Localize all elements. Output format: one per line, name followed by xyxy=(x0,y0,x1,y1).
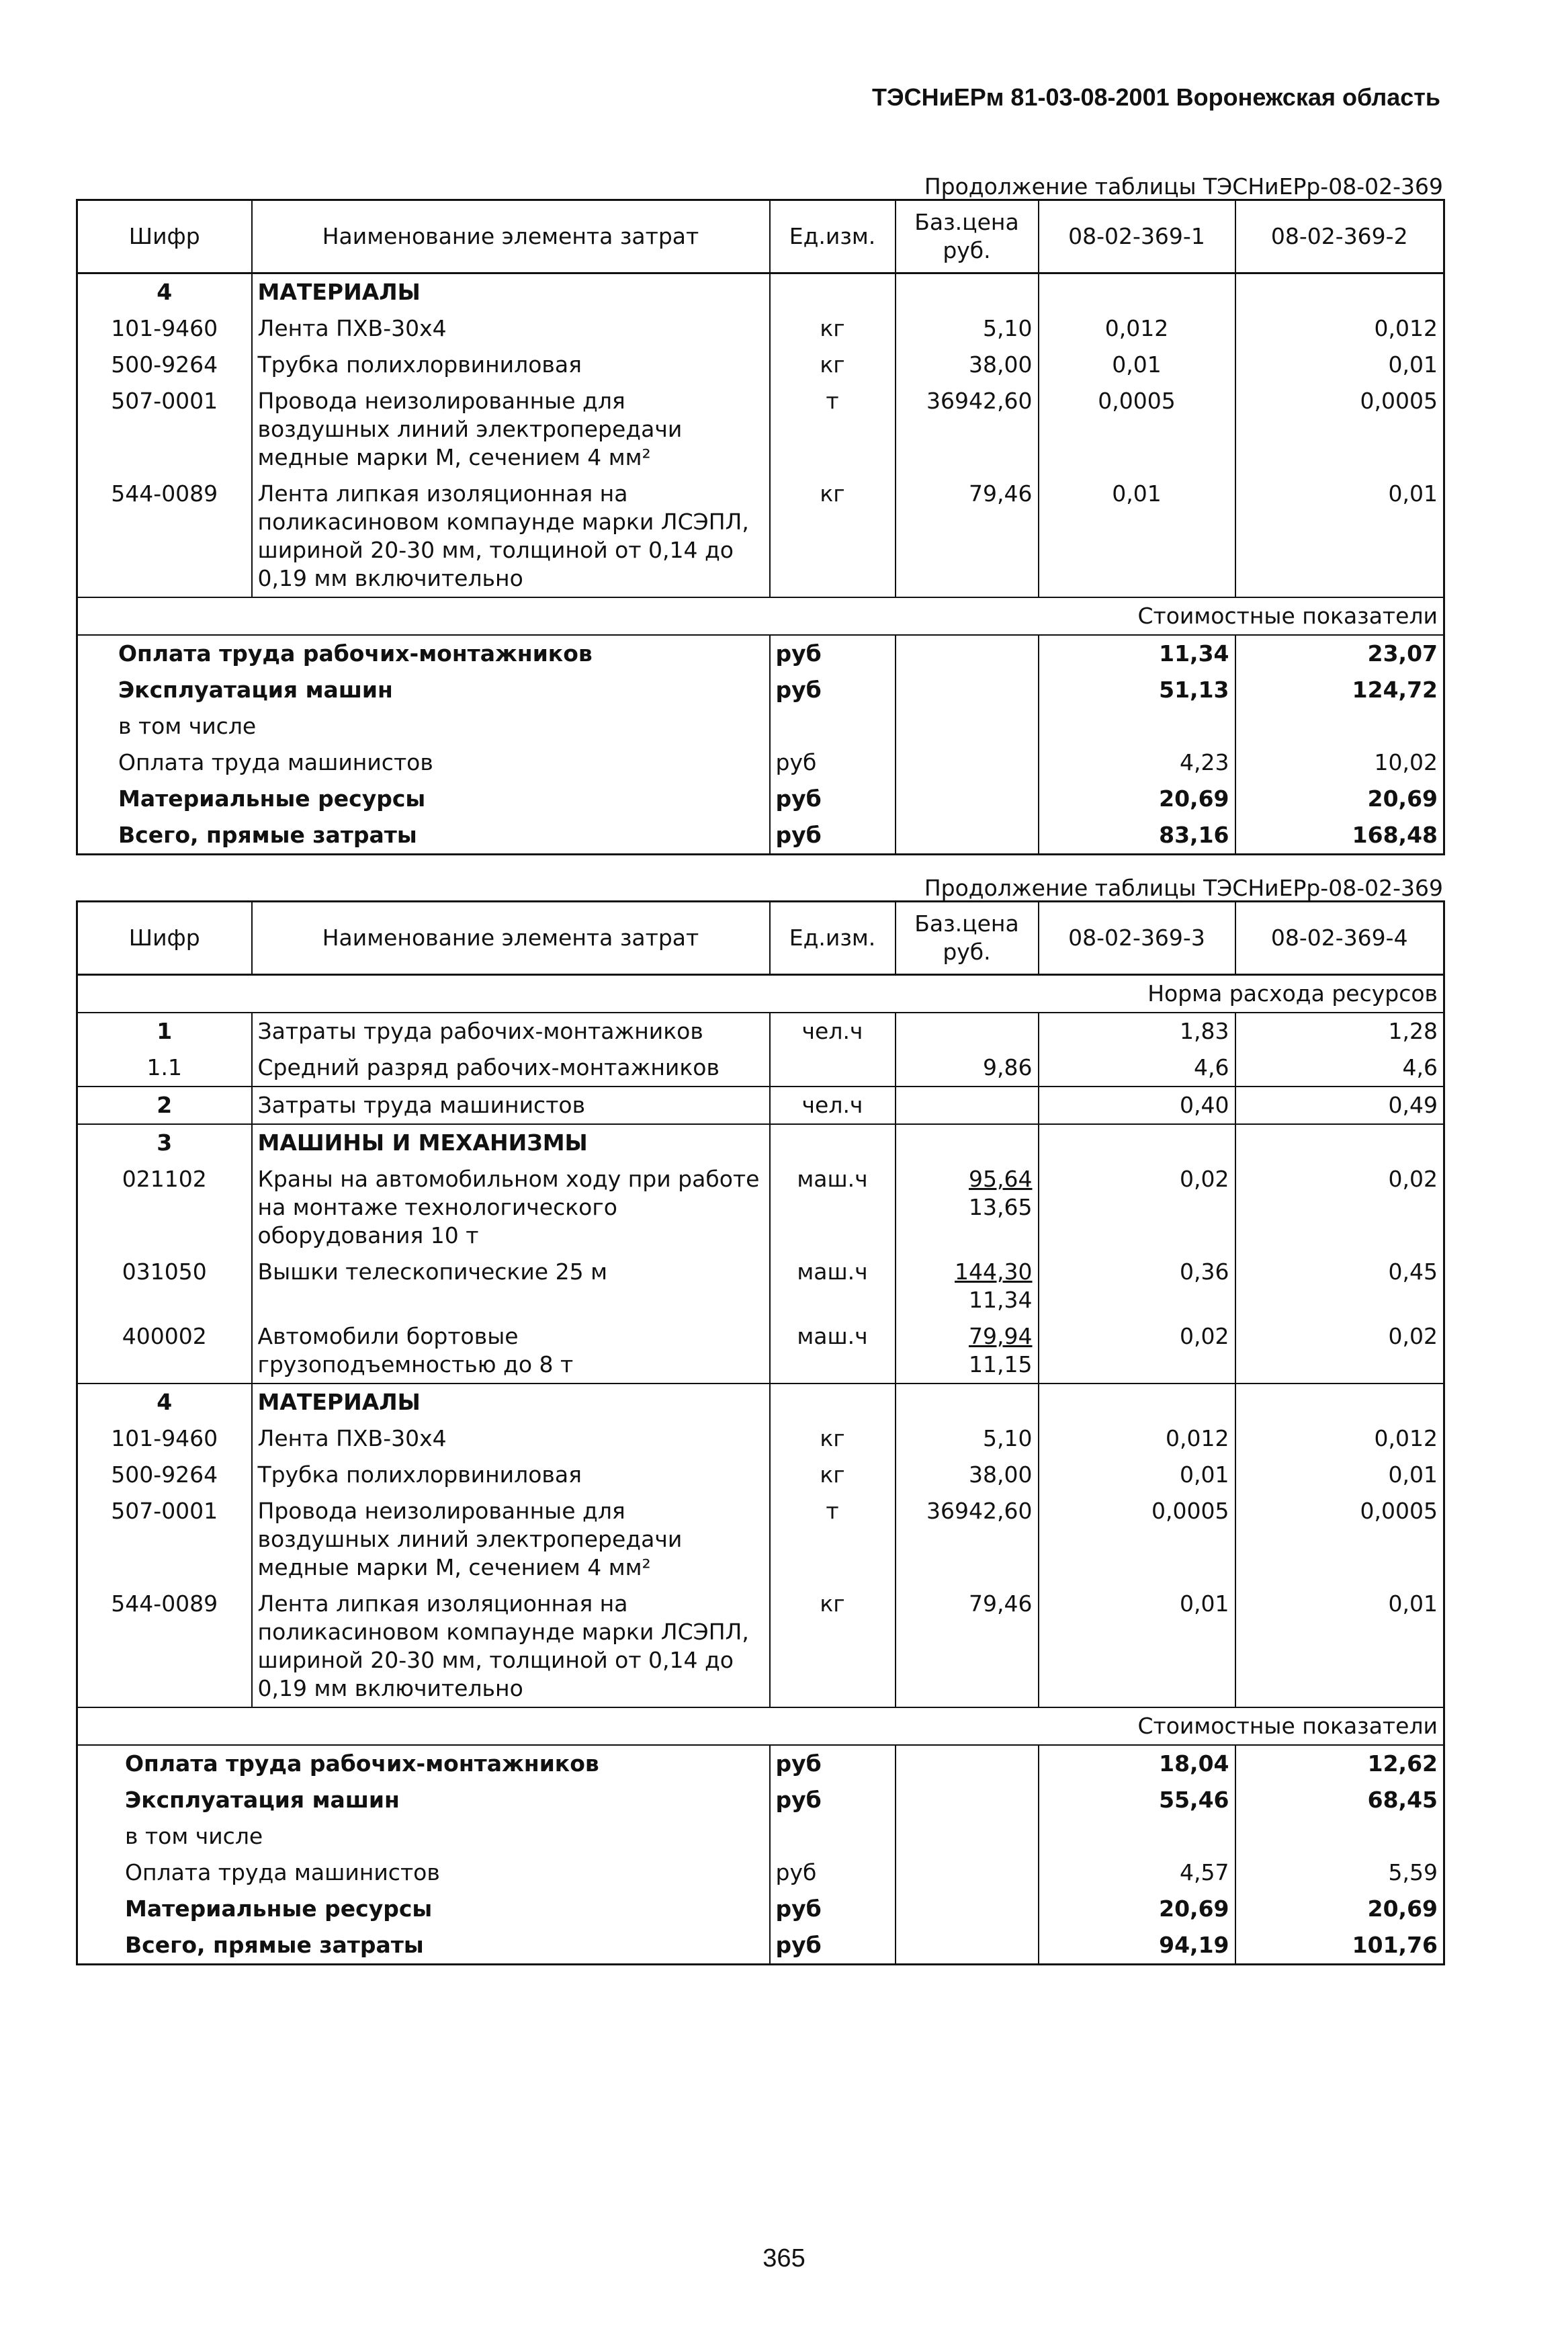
total-row xyxy=(77,781,1444,817)
row-value-1: 0,01 xyxy=(1039,476,1235,597)
labor-row xyxy=(77,1013,1444,1050)
machine-row xyxy=(77,1161,1444,1254)
total-unit: руб xyxy=(770,817,896,855)
column-header-name: Наименование элемента затрат xyxy=(252,200,770,273)
row-value-2: 0,49 xyxy=(1235,1087,1444,1124)
column-header-price: Баз.цена руб. xyxy=(896,902,1039,975)
price-base: 95,64 xyxy=(969,1166,1033,1192)
row-value-1: 0,02 xyxy=(1039,1318,1235,1384)
row-value-2: 0,01 xyxy=(1235,1457,1444,1493)
total-row xyxy=(77,1855,1444,1891)
section-title: МАТЕРИАЛЫ xyxy=(252,273,770,311)
total-row xyxy=(77,1891,1444,1927)
total-label: Оплата труда машинистов xyxy=(125,1859,440,1885)
table-row xyxy=(77,1457,1444,1493)
machine-row xyxy=(77,1254,1444,1318)
total-value-1: 20,69 xyxy=(1039,1891,1235,1927)
total-row xyxy=(77,672,1444,708)
total-value-1: 11,34 xyxy=(1039,635,1235,672)
total-value-1: 20,69 xyxy=(1039,781,1235,817)
cost-indicators-row xyxy=(77,1707,1444,1745)
row-name: Лента ПХВ-30х4 xyxy=(252,310,770,347)
cost-indicators-label: Стоимостные показатели xyxy=(77,1707,1444,1745)
row-price xyxy=(896,1013,1039,1050)
total-label: в том числе xyxy=(118,713,257,739)
row-name: Лента липкая изоляционная на поликасиновом компаунде марки ЛСЭПЛ, шириной 20-30 мм, толщиной от 0,14 до 0,19 мм включительно xyxy=(252,476,770,597)
total-label: Оплата труда рабочих-монтажников xyxy=(125,1750,599,1777)
norm-label: Норма расхода ресурсов xyxy=(77,975,1444,1013)
row-value-2: 0,02 xyxy=(1235,1318,1444,1384)
row-price: 5,10 xyxy=(896,1420,1039,1457)
section-row-machines xyxy=(77,1124,1444,1161)
total-label: Эксплуатация машин xyxy=(118,677,393,703)
row-code: 1.1 xyxy=(146,1054,182,1080)
row-code: 544-0089 xyxy=(111,1590,218,1617)
table-row xyxy=(77,1420,1444,1457)
row-code: 500-9264 xyxy=(111,1461,218,1488)
table1 xyxy=(76,199,1445,855)
total-unit: руб xyxy=(770,745,896,781)
row-name: Краны на автомобильном ходу при работе на монтаже технологического оборудования 10 т xyxy=(252,1161,770,1254)
row-price: 5,10 xyxy=(896,310,1039,347)
section-code: 4 xyxy=(157,279,173,305)
row-name: Автомобили бортовые грузоподъемностью до 8 т xyxy=(252,1318,770,1384)
row-price: 79,46 xyxy=(896,476,1039,597)
row-name: Лента липкая изоляционная на поликасиновом компаунде марки ЛСЭПЛ, шириной 20-30 мм, толщиной от 0,14 до 0,19 мм включительно xyxy=(252,1586,770,1707)
column-header-norm-2: 08-02-369-2 xyxy=(1235,200,1444,273)
row-unit: кг xyxy=(770,310,896,347)
row-unit: т xyxy=(770,383,896,476)
total-value-2: 124,72 xyxy=(1235,672,1444,708)
total-unit: руб xyxy=(770,1927,896,1965)
total-row xyxy=(77,745,1444,781)
table1-header-row xyxy=(77,200,1444,273)
total-label: Всего, прямые затраты xyxy=(125,1932,424,1958)
column-header-norm-3: 08-02-369-3 xyxy=(1039,902,1235,975)
cost-indicators-row xyxy=(77,597,1444,635)
total-label: Эксплуатация машин xyxy=(125,1787,400,1813)
row-value-2: 0,0005 xyxy=(1235,1493,1444,1586)
row-code: 1 xyxy=(157,1018,173,1044)
row-value-1: 0,01 xyxy=(1039,1457,1235,1493)
row-unit: маш.ч xyxy=(770,1254,896,1318)
row-price: 36942,60 xyxy=(896,1493,1039,1586)
row-price: 36942,60 xyxy=(896,383,1039,476)
total-value-1: 51,13 xyxy=(1039,672,1235,708)
total-label: Материальные ресурсы xyxy=(125,1896,433,1922)
row-unit: кг xyxy=(770,347,896,383)
total-label: Оплата труда рабочих-монтажников xyxy=(118,640,593,667)
row-value-2: 0,012 xyxy=(1235,310,1444,347)
total-row xyxy=(77,635,1444,672)
total-value-1: 94,19 xyxy=(1039,1927,1235,1965)
row-name: Затраты труда рабочих-монтажников xyxy=(252,1013,770,1050)
table2-continuation-title: Продолжение таблицы ТЭСНиЕРр-08-02-369 xyxy=(924,875,1443,901)
table2 xyxy=(76,900,1445,1965)
page-header: ТЭСНиЕРм 81-03-08-2001 Воронежская область xyxy=(872,83,1440,111)
row-price xyxy=(896,1318,1039,1384)
total-value-2: 168,48 xyxy=(1235,817,1444,855)
row-unit: кг xyxy=(770,1420,896,1457)
total-row xyxy=(77,1745,1444,1782)
row-unit: кг xyxy=(770,476,896,597)
row-name: Вышки телескопические 25 м xyxy=(252,1254,770,1318)
price-labor: 11,34 xyxy=(969,1287,1033,1313)
total-label: Материальные ресурсы xyxy=(118,785,426,812)
row-value-2: 0,02 xyxy=(1235,1161,1444,1254)
row-value-1: 4,6 xyxy=(1039,1050,1235,1087)
row-unit: кг xyxy=(770,1457,896,1493)
row-value-2: 4,6 xyxy=(1235,1050,1444,1087)
total-label: Всего, прямые затраты xyxy=(118,822,417,848)
total-unit: руб xyxy=(770,1745,896,1782)
row-code: 507-0001 xyxy=(111,1498,218,1524)
total-row xyxy=(77,1927,1444,1965)
table-row xyxy=(77,1586,1444,1707)
row-value-2: 0,01 xyxy=(1235,476,1444,597)
row-value-2: 0,012 xyxy=(1235,1420,1444,1457)
row-value-2: 0,01 xyxy=(1235,347,1444,383)
total-label: Оплата труда машинистов xyxy=(118,749,433,775)
column-header-unit: Ед.изм. xyxy=(770,200,896,273)
total-unit: руб xyxy=(770,1891,896,1927)
row-name: Провода неизолированные для воздушных линий электропередачи медные марки М, сечением 4 мм² xyxy=(252,1493,770,1586)
cost-indicators-label: Стоимостные показатели xyxy=(77,597,1444,635)
row-code: 544-0089 xyxy=(111,480,218,507)
table-row xyxy=(77,383,1444,476)
table2-header-row xyxy=(77,902,1444,975)
row-price: 9,86 xyxy=(896,1050,1039,1087)
row-unit: маш.ч xyxy=(770,1318,896,1384)
row-code: 500-9264 xyxy=(111,351,218,378)
table1-continuation-title: Продолжение таблицы ТЭСНиЕРр-08-02-369 xyxy=(924,173,1443,200)
section-title: МАТЕРИАЛЫ xyxy=(252,1384,770,1420)
row-value-1: 0,01 xyxy=(1039,347,1235,383)
total-row xyxy=(77,1818,1444,1855)
row-value-1: 0,40 xyxy=(1039,1087,1235,1124)
total-value-2: 68,45 xyxy=(1235,1782,1444,1818)
row-value-2: 0,45 xyxy=(1235,1254,1444,1318)
price-labor: 13,65 xyxy=(969,1194,1033,1220)
section-title: МАШИНЫ И МЕХАНИЗМЫ xyxy=(252,1124,770,1161)
table-row xyxy=(77,347,1444,383)
total-unit: руб xyxy=(770,1782,896,1818)
total-unit: руб xyxy=(770,635,896,672)
total-row xyxy=(77,708,1444,745)
price-base: 144,30 xyxy=(955,1259,1033,1285)
section-code: 3 xyxy=(77,1124,252,1161)
total-value-2: 10,02 xyxy=(1235,745,1444,781)
row-value-1: 0,36 xyxy=(1039,1254,1235,1318)
column-header-code: Шифр xyxy=(77,902,252,975)
row-code: 101-9460 xyxy=(111,1425,218,1451)
row-unit: чел.ч xyxy=(770,1013,896,1050)
total-value-1: 55,46 xyxy=(1039,1782,1235,1818)
row-value-1: 0,012 xyxy=(1039,310,1235,347)
row-unit xyxy=(770,1050,896,1087)
row-unit: маш.ч xyxy=(770,1161,896,1254)
total-value-1: 4,23 xyxy=(1039,745,1235,781)
row-unit: т xyxy=(770,1493,896,1586)
total-value-1: 83,16 xyxy=(1039,817,1235,855)
column-header-unit: Ед.изм. xyxy=(770,902,896,975)
column-header-norm-1: 08-02-369-1 xyxy=(1039,200,1235,273)
row-name: Провода неизолированные для воздушных линий электропередачи медные марки М, сечением 4 мм² xyxy=(252,383,770,476)
row-code: 507-0001 xyxy=(111,388,218,414)
price-base: 79,94 xyxy=(969,1323,1033,1349)
total-unit: руб xyxy=(770,1855,896,1891)
row-price xyxy=(896,1087,1039,1124)
row-value-1: 0,02 xyxy=(1039,1161,1235,1254)
row-code: 101-9460 xyxy=(111,315,218,341)
section-row-materials xyxy=(77,273,1444,311)
row-code: 021102 xyxy=(122,1166,207,1192)
total-label: в том числе xyxy=(125,1823,263,1849)
total-value-2: 20,69 xyxy=(1235,1891,1444,1927)
row-name: Затраты труда машинистов xyxy=(252,1087,770,1124)
total-value-2: 20,69 xyxy=(1235,781,1444,817)
section-row-materials xyxy=(77,1384,1444,1420)
total-value-2: 101,76 xyxy=(1235,1927,1444,1965)
table-row xyxy=(77,1493,1444,1586)
row-value-2: 1,28 xyxy=(1235,1013,1444,1050)
machine-row xyxy=(77,1318,1444,1384)
column-header-name: Наименование элемента затрат xyxy=(252,902,770,975)
row-unit: кг xyxy=(770,1586,896,1707)
row-unit: чел.ч xyxy=(770,1087,896,1124)
row-price xyxy=(896,1161,1039,1254)
row-name: Трубка полихлорвиниловая xyxy=(252,1457,770,1493)
row-code: 031050 xyxy=(122,1259,207,1285)
row-price: 79,46 xyxy=(896,1586,1039,1707)
row-price: 38,00 xyxy=(896,1457,1039,1493)
labor-row xyxy=(77,1050,1444,1087)
table-row xyxy=(77,476,1444,597)
row-price: 38,00 xyxy=(896,347,1039,383)
total-value-1: 18,04 xyxy=(1039,1745,1235,1782)
price-labor: 11,15 xyxy=(969,1351,1033,1377)
total-row xyxy=(77,1782,1444,1818)
row-code: 2 xyxy=(77,1087,252,1124)
row-name: Трубка полихлорвиниловая xyxy=(252,347,770,383)
column-header-norm-4: 08-02-369-4 xyxy=(1235,902,1444,975)
row-name: Средний разряд рабочих-монтажников xyxy=(252,1050,770,1087)
row-value-2: 0,01 xyxy=(1235,1586,1444,1707)
total-value-2: 12,62 xyxy=(1235,1745,1444,1782)
norm-label-row xyxy=(77,975,1444,1013)
total-value-2: 5,59 xyxy=(1235,1855,1444,1891)
total-value-2: 23,07 xyxy=(1235,635,1444,672)
total-unit: руб xyxy=(770,672,896,708)
row-value-1: 1,83 xyxy=(1039,1013,1235,1050)
row-name: Лента ПХВ-30х4 xyxy=(252,1420,770,1457)
labor-row xyxy=(77,1087,1444,1124)
column-header-price: Баз.цена руб. xyxy=(896,200,1039,273)
section-code: 4 xyxy=(77,1384,252,1420)
row-value-1: 0,0005 xyxy=(1039,1493,1235,1586)
total-value-1: 4,57 xyxy=(1039,1855,1235,1891)
total-unit: руб xyxy=(770,781,896,817)
row-value-1: 0,0005 xyxy=(1039,383,1235,476)
total-row xyxy=(77,817,1444,855)
row-code: 400002 xyxy=(122,1323,207,1349)
table-row xyxy=(77,310,1444,347)
column-header-code: Шифр xyxy=(77,200,252,273)
row-value-2: 0,0005 xyxy=(1235,383,1444,476)
row-price xyxy=(896,1254,1039,1318)
row-value-1: 0,012 xyxy=(1039,1420,1235,1457)
row-value-1: 0,01 xyxy=(1039,1586,1235,1707)
page-number: 365 xyxy=(763,2244,805,2272)
